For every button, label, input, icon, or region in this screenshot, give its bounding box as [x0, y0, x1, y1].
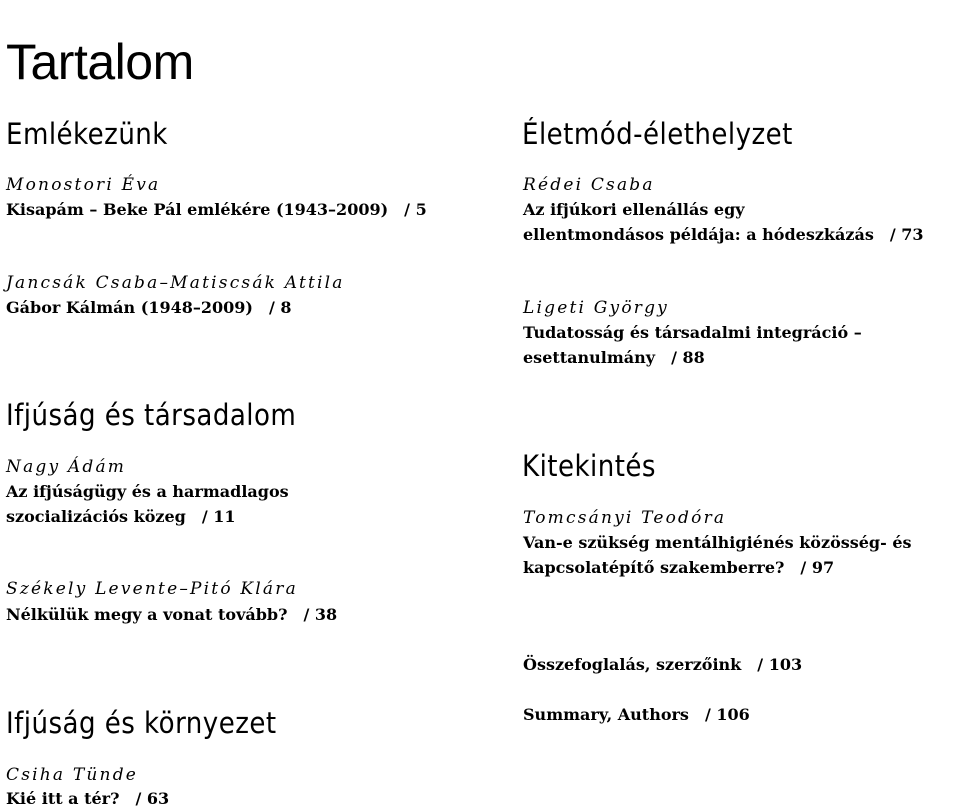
article-author: Csiha Tünde	[6, 765, 139, 785]
page-number: / 73	[890, 225, 924, 244]
section-heading-emlekezunk: Emlékezünk	[6, 117, 168, 151]
toc-entry-continued[interactable]	[6, 504, 236, 529]
article-title-line: Az ifjúságügy és a harmadlagos	[6, 482, 289, 501]
toc-entry-summary-en[interactable]	[523, 702, 750, 727]
article-author: Nagy Ádám	[6, 457, 127, 477]
article-author: Ligeti György	[523, 298, 669, 318]
toc-entry[interactable]	[523, 320, 862, 345]
page-number: / 63	[135, 789, 169, 808]
article-title-line: kapcsolatépítő szakemberre?	[523, 558, 785, 577]
article-title: Nélkülük megy a vonat tovább?	[6, 605, 288, 624]
article-title-line: szocializációs közeg	[6, 507, 186, 526]
toc-entry-continued[interactable]	[523, 555, 834, 580]
toc-entry[interactable]	[6, 479, 289, 504]
article-title: Kié itt a tér?	[6, 789, 120, 808]
section-heading-kitekintes: Kitekintés	[522, 449, 656, 483]
page-number: / 97	[800, 558, 834, 577]
toc-entry-continued[interactable]	[523, 222, 924, 247]
article-title: Summary, Authors	[523, 705, 689, 724]
section-heading-ifjusag-es-tarsadalom: Ifjúság és társadalom	[6, 398, 297, 432]
page-number: / 88	[671, 348, 705, 367]
page-number: / 5	[404, 200, 427, 219]
article-author: Monostori Éva	[6, 175, 161, 195]
article-author: Székely Levente–Pitó Klára	[6, 579, 298, 599]
article-author: Jancsák Csaba–Matiscsák Attila	[6, 273, 345, 293]
page-number: / 8	[269, 298, 292, 317]
article-title-line: Tudatosság és társadalmi integráció –	[523, 323, 862, 342]
article-title-line: ellentmondásos példája: a hódeszkázás	[523, 225, 874, 244]
toc-entry[interactable]	[6, 786, 169, 811]
page-number: / 38	[303, 605, 337, 624]
toc-entry-summary-hu[interactable]	[523, 652, 802, 677]
toc-entry-continued[interactable]	[523, 345, 705, 370]
toc-entry[interactable]	[523, 197, 745, 222]
section-heading-ifjusag-es-kornyezet: Ifjúság és környezet	[6, 706, 277, 740]
toc-entry[interactable]	[523, 530, 912, 555]
page-number: / 11	[202, 507, 236, 526]
article-author: Rédei Csaba	[523, 175, 655, 195]
toc-entry[interactable]	[6, 197, 427, 222]
toc-entry[interactable]	[6, 602, 337, 627]
article-title-line: Van-e szükség mentálhigiénés közösség- és	[523, 533, 912, 552]
article-author: Tomcsányi Teodóra	[523, 508, 727, 528]
toc-entry[interactable]	[6, 295, 292, 320]
page-title: Tartalom	[6, 33, 194, 90]
article-title: Kisapám – Beke Pál emlékére (1943–2009)	[6, 200, 389, 219]
section-heading-eletmod-elethelyzet: Életmód-élethelyzet	[522, 117, 793, 151]
article-title-line: esettanulmány	[523, 348, 656, 367]
article-title: Összefoglalás, szerzőink	[523, 655, 742, 674]
article-title: Gábor Kálmán (1948–2009)	[6, 298, 253, 317]
page-number: / 103	[757, 655, 802, 674]
page-number: / 106	[705, 705, 750, 724]
article-title-line: Az ifjúkori ellenállás egy	[523, 200, 745, 219]
